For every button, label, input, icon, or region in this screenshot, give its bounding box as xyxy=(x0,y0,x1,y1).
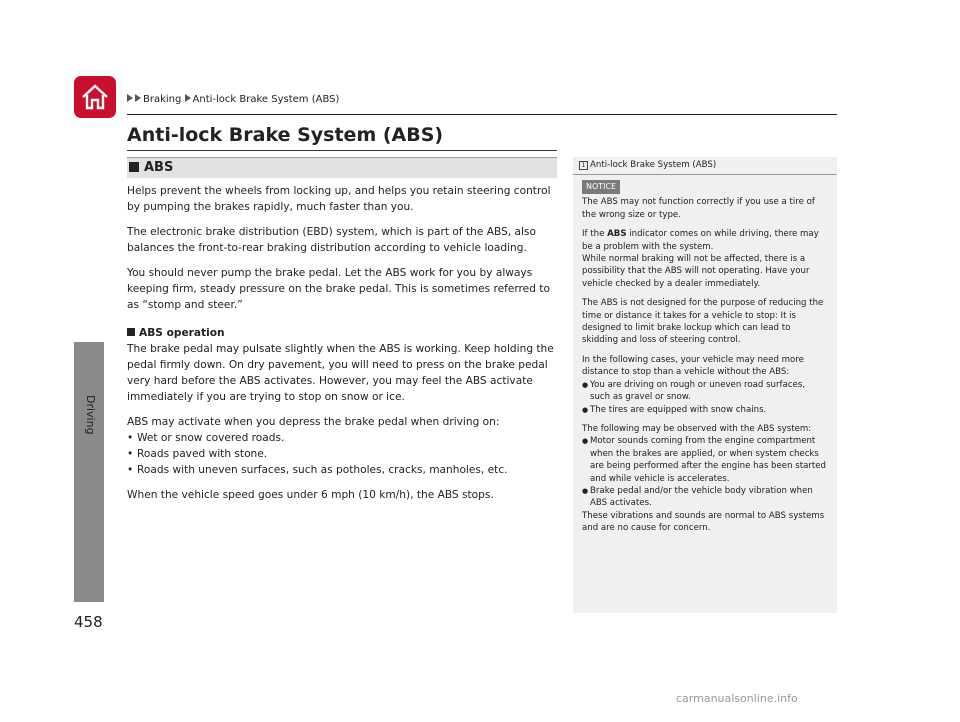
square-bullet-icon xyxy=(129,162,139,172)
reference-icon: 1 xyxy=(579,161,588,170)
footer-watermark: carmanualsonline.info xyxy=(676,692,798,705)
note-header-text: Anti-lock Brake System (ABS) xyxy=(590,160,717,170)
list-item: ● You are driving on rough or uneven road surfaces, such as gravel or snow. xyxy=(582,379,827,404)
breadcrumb-arrow-icon xyxy=(185,94,191,102)
breadcrumb-level2[interactable]: Anti-lock Brake System (ABS) xyxy=(192,94,340,105)
breadcrumb-level1[interactable]: Braking xyxy=(143,94,182,105)
note-text: In the following cases, your vehicle may need more distance to stop than a vehicle without the ABS: xyxy=(582,354,804,378)
cases-list xyxy=(582,379,827,416)
section-heading xyxy=(127,157,557,178)
note-text: These vibrations and sounds are normal to ABS systems and are no cause for concern. xyxy=(582,510,825,534)
note-text: The following may be observed with the ABS system: xyxy=(582,423,812,434)
home-button[interactable] xyxy=(74,76,116,118)
paragraph: The brake pedal may pulsate slightly when the ABS is working. Keep holding the pedal firmly down. On dry pavement, you will need to press on the brake pedal very hard before the ABS activates. However, you may feel the ABS activate immediately if you are trying to stop on snow or ice. xyxy=(127,343,554,403)
breadcrumb xyxy=(127,94,339,105)
indicator-prefix: If the xyxy=(582,229,605,240)
note-header xyxy=(573,157,837,175)
note-text: The ABS is not designed for the purpose of reducing the time or distance it takes for a vehicle to stop: It is designed to limit brake lockup which can lead to skidding and loss of steering control. xyxy=(582,298,824,346)
note-body xyxy=(573,175,837,535)
paragraph: The electronic brake distribution (EBD) system, which is part of the ABS, also balances the front-to-rear braking distribution according to vehicle loading. xyxy=(127,226,536,254)
note-text: While normal braking will not be affected, there is a possibility that the ABS will not operating. Have your vehicle checked by a dealer immediately. xyxy=(582,254,810,289)
subsection-heading-text: ABS operation xyxy=(139,327,225,339)
list-intro: ABS may activate when you depress the brake pedal when driving on: xyxy=(127,416,500,428)
list-item: • Roads paved with stone. xyxy=(127,446,559,462)
note-text xyxy=(582,228,827,253)
list-item: ● Motor sounds coming from the engine compartment when the brakes are applied, or when system checks are being performed after the engine has been started and while vehicle is accelerates. xyxy=(582,435,827,485)
side-tab xyxy=(74,342,104,602)
side-label: Driving xyxy=(84,395,97,435)
note-text: The ABS may not function correctly if you use a tire of the wrong size or type. xyxy=(582,197,815,220)
square-bullet-icon xyxy=(127,328,135,336)
breadcrumb-arrow-icon xyxy=(135,94,141,102)
notice-badge: NOTICE xyxy=(582,180,620,194)
page-title: Anti-lock Brake System (ABS) xyxy=(127,124,444,146)
home-icon xyxy=(80,83,110,111)
breadcrumb-arrow-icon xyxy=(127,94,133,102)
paragraph: Helps prevent the wheels from locking up, and helps you retain steering control by pumping the brakes rapidly, much faster than you. xyxy=(127,185,551,213)
section-heading-text: ABS xyxy=(144,160,174,175)
observed-list xyxy=(582,435,827,509)
list-item: • Roads with uneven surfaces, such as potholes, cracks, manholes, etc. xyxy=(127,462,559,478)
title-divider xyxy=(127,150,557,151)
side-note xyxy=(573,157,837,613)
paragraph: When the vehicle speed goes under 6 mph (10 km/h), the ABS stops. xyxy=(127,489,494,501)
list-item: • Wet or snow covered roads. xyxy=(127,430,559,446)
main-content xyxy=(127,183,559,512)
road-list xyxy=(127,430,559,478)
paragraph: You should never pump the brake pedal. Let the ABS work for you by always keeping firm, steady pressure on the brake pedal. This is sometimes referred to as “stomp and steer.” xyxy=(127,267,550,311)
list-item: ● Brake pedal and/or the vehicle body vibration when ABS activates. xyxy=(582,485,827,510)
indicator-name: ABS xyxy=(607,229,627,240)
list-item: ● The tires are equipped with snow chains. xyxy=(582,404,827,416)
header-divider xyxy=(127,114,837,115)
page-number: 458 xyxy=(74,613,103,631)
indicator-suffix: indicator comes on while driving, there may be a problem with the system. xyxy=(582,229,819,252)
subsection-heading xyxy=(127,325,559,341)
